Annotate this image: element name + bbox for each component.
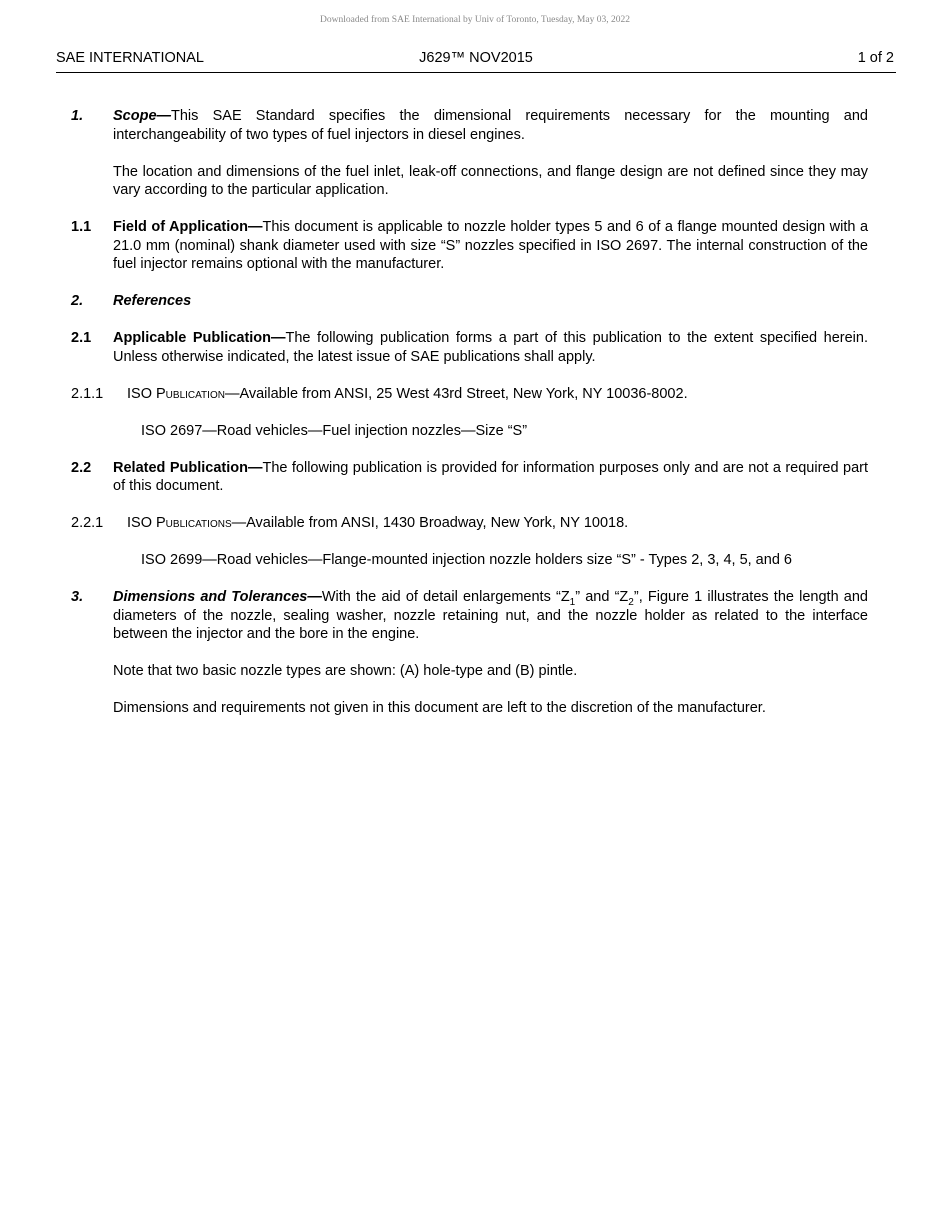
section-title: ISO Publications [127, 515, 232, 531]
section-3-dimensions-and-tolerances [71, 588, 868, 644]
reference-iso-2697 [71, 422, 868, 441]
section-text: Dimensions and requirements not given in this document are left to the discretion of the manufacturer. [113, 700, 766, 716]
section-number: 1. [71, 108, 84, 124]
document-body [71, 107, 868, 718]
reference-text: ISO 2699—Road vehicles—Flange-mounted injection nozzle holders size “S” - Types 2, 3, 4, 5, and 6 [141, 552, 792, 568]
section-text: Note that two basic nozzle types are shown: (A) hole-type and (B) pintle. [113, 663, 578, 679]
section-number: 2.1.1 [71, 385, 104, 402]
section-title: Dimensions and Tolerances— [113, 589, 322, 605]
section-text: —Available from ANSI, 25 West 43rd Street, New York, NY 10036-8002. [224, 385, 688, 402]
section-text: ” and “Z [575, 589, 629, 605]
section-1-scope [71, 107, 868, 144]
section-text: The following publication is provided for information purposes only and are not a required part of this document. [113, 459, 868, 494]
section-text: —Available from ANSI, 1430 Broadway, New York, NY 10018. [231, 515, 629, 531]
section-title: ISO Publication [127, 385, 225, 402]
section-title: References [113, 293, 192, 309]
subscript: 1 [569, 596, 576, 608]
subscript: 2 [628, 596, 634, 608]
download-watermark: Downloaded from SAE International by Univ of Toronto, Tuesday, May 03, 2022 [320, 15, 630, 25]
section-2-2-related-publication [71, 459, 868, 496]
page-header [56, 50, 896, 73]
section-2-1-applicable-publication [71, 329, 868, 366]
section-3-paragraph-2 [71, 662, 868, 681]
section-number: 2. [71, 293, 84, 309]
section-text: This SAE Standard specifies the dimensional requirements necessary for the mounting and interchangeability of two types of fuel injectors in diesel engines. [113, 108, 868, 143]
section-number: 2.2 [71, 459, 92, 476]
section-title: Applicable Publication— [113, 330, 286, 346]
section-number: 1.1 [71, 219, 92, 235]
header-org: SAE INTERNATIONAL [56, 50, 204, 66]
section-title: Related Publication— [113, 459, 263, 476]
section-text: With the aid of detail enlargements “Z [321, 589, 570, 605]
section-number: 3. [71, 589, 84, 605]
section-text: The following publication forms a part of this publication to the extent specified herein. Unless otherwise indicated, the latest issue of SAE publications shall apply. [113, 330, 868, 365]
section-title: Field of Application— [113, 219, 263, 235]
section-1-1-field-of-application [71, 218, 868, 274]
reference-text: ISO 2697—Road vehicles—Fuel injection nozzles—Size “S” [141, 422, 528, 439]
section-number: 2.2.1 [71, 515, 104, 531]
header-page-number: 1 of 2 [857, 50, 894, 66]
section-2-2-1-iso-publications [71, 514, 868, 533]
section-title: Scope— [113, 108, 172, 124]
section-3-paragraph-3 [71, 699, 868, 718]
section-text: ”, Figure 1 illustrates the length and diameters of the nozzle, sealing washer, nozzle retaining nut, and the nozzle holder as related to the interface between the injector and the bore in the engine. [113, 589, 869, 642]
section-text: The location and dimensions of the fuel inlet, leak-off connections, and flange design are not defined since they may vary according to the particular application. [113, 163, 868, 198]
section-1-paragraph-2 [71, 163, 868, 200]
header-doc-id: J629™ NOV2015 [419, 50, 533, 66]
reference-iso-2699 [71, 551, 868, 570]
section-2-1-1-iso-publication [71, 385, 868, 404]
section-2-references [71, 292, 868, 311]
section-number: 2.1 [71, 330, 92, 346]
section-text: This document is applicable to nozzle holder types 5 and 6 of a flange mounted design with a 21.0 mm (nominal) shank diameter used with size “S” nozzles specified in ISO 2697. The internal construction of the fuel injector remains optional with the manufacturer. [113, 219, 869, 272]
